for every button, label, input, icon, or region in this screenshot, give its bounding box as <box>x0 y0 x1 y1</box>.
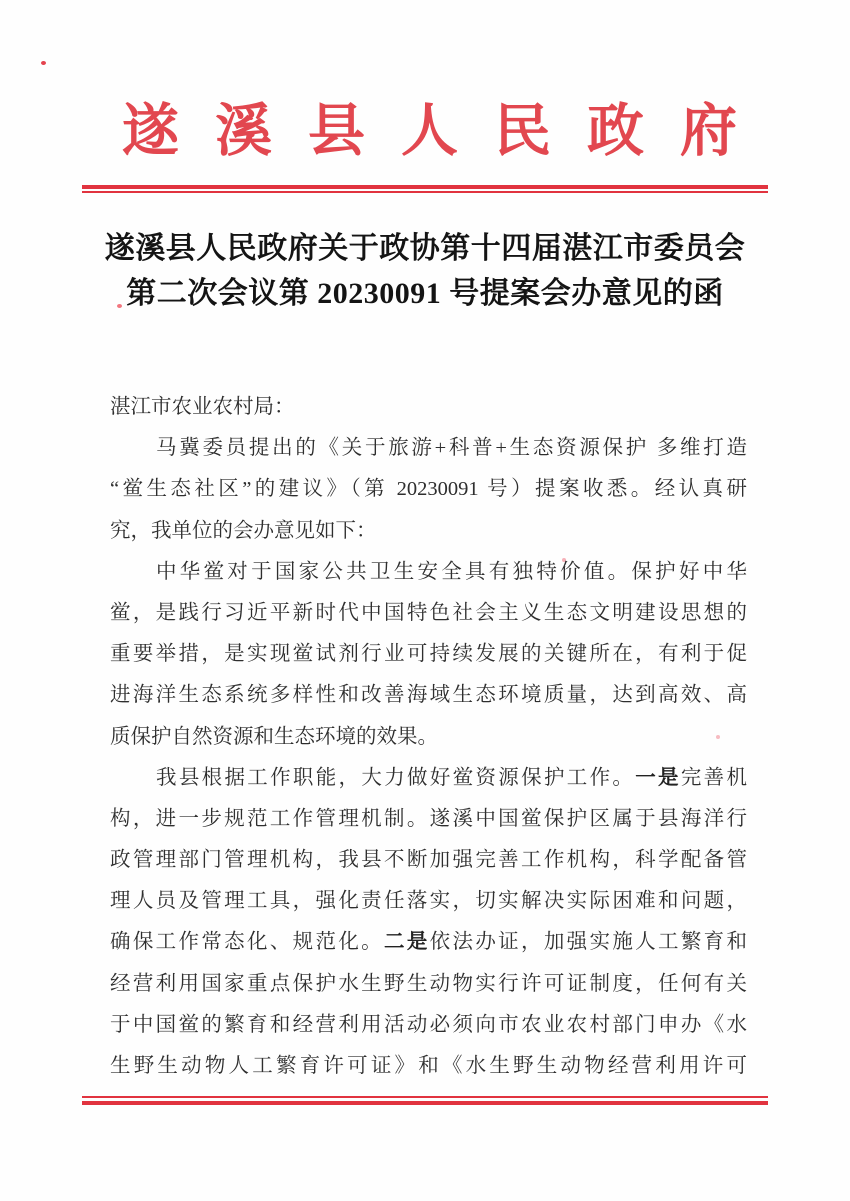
document-title <box>0 226 850 316</box>
scan-speck <box>41 61 46 65</box>
body-line-15 <box>110 964 747 1005</box>
body-emphasis: 二是 <box>384 931 430 954</box>
body-text: 政管理部门管理机构，我县不断加强完善工作机构，科学配备管 <box>110 849 747 872</box>
body-text: 我县根据工作职能，大力做好鲎资源保护工作。 <box>156 766 636 789</box>
body-text: 于中国鲎的繁育和经营利用活动必须向市农业农村部门申办《水 <box>110 1013 747 1036</box>
footer-rule <box>82 1096 768 1105</box>
body-text: 中华鲎对于国家公共卫生安全具有独特价值。保护好中华 <box>156 560 747 583</box>
body-line-8 <box>110 675 747 716</box>
body-line-17 <box>110 1046 747 1087</box>
document-title-line-2: 第二次会议第 20230091 号提案会办意见的函 <box>126 277 724 310</box>
body-text: 经营利用国家重点保护水生野生动物实行许可证制度，任何有关 <box>110 972 747 995</box>
body-line-2 <box>110 428 747 469</box>
body-text: 质保护自然资源和生态环境的效果。 <box>110 725 438 748</box>
body-text: 构，进一步规范工作管理机制。遂溪中国鲎保护区属于县海洋行 <box>110 807 747 830</box>
body-text: 进海洋生态系统多样性和改善海域生态环境质量，达到高效、高 <box>110 684 747 707</box>
body-line-12 <box>110 840 747 881</box>
body-text: 生野生动物人工繁育许可证》和《水生野生动物经营利用许可 <box>110 1055 747 1077</box>
letterhead-gov-name: 遂溪县人民政府 <box>122 100 773 163</box>
body-text: 依法办证，加强实施人工繁育和 <box>429 931 747 954</box>
body-text: 理人员及管理工具，强化责任落实，切实解决实际困难和问题， <box>110 890 747 913</box>
body-text: 确保工作常态化、规范化。 <box>110 931 384 954</box>
body-line-10 <box>110 758 747 799</box>
body-emphasis: 一是 <box>635 766 681 789</box>
body-text: 完善机 <box>680 766 747 789</box>
body-line-6 <box>110 593 747 634</box>
document-title-line-1: 遂溪县人民政府关于政协第十四届湛江市委员会 <box>104 232 746 265</box>
body-line-13 <box>110 881 747 922</box>
body-text: 鲎，是践行习近平新时代中国特色社会主义生态文明建设思想的 <box>110 601 747 624</box>
body-line-9 <box>110 717 747 758</box>
letter-body <box>110 387 747 1087</box>
body-line-1 <box>110 387 747 428</box>
body-text: 究，我单位的会办意见如下： <box>110 519 377 542</box>
body-line-11 <box>110 799 747 840</box>
body-line-4 <box>110 511 747 552</box>
body-text: 重要举措，是实现鲎试剂行业可持续发展的关键所在，有利于促 <box>110 643 747 666</box>
body-text: “鲎生态社区”的建议》（第 20230091 号）提案收悉。经认真研 <box>110 478 747 501</box>
body-text: 湛江市农业农村局： <box>110 396 295 418</box>
body-line-5 <box>110 552 747 593</box>
body-text: 马冀委员提出的《关于旅游+科普+生态资源保护 多维打造 <box>156 437 747 460</box>
letterhead-rule <box>82 185 768 193</box>
body-line-16 <box>110 1005 747 1046</box>
body-line-3 <box>110 469 747 510</box>
body-line-14 <box>110 922 747 963</box>
body-line-7 <box>110 634 747 675</box>
